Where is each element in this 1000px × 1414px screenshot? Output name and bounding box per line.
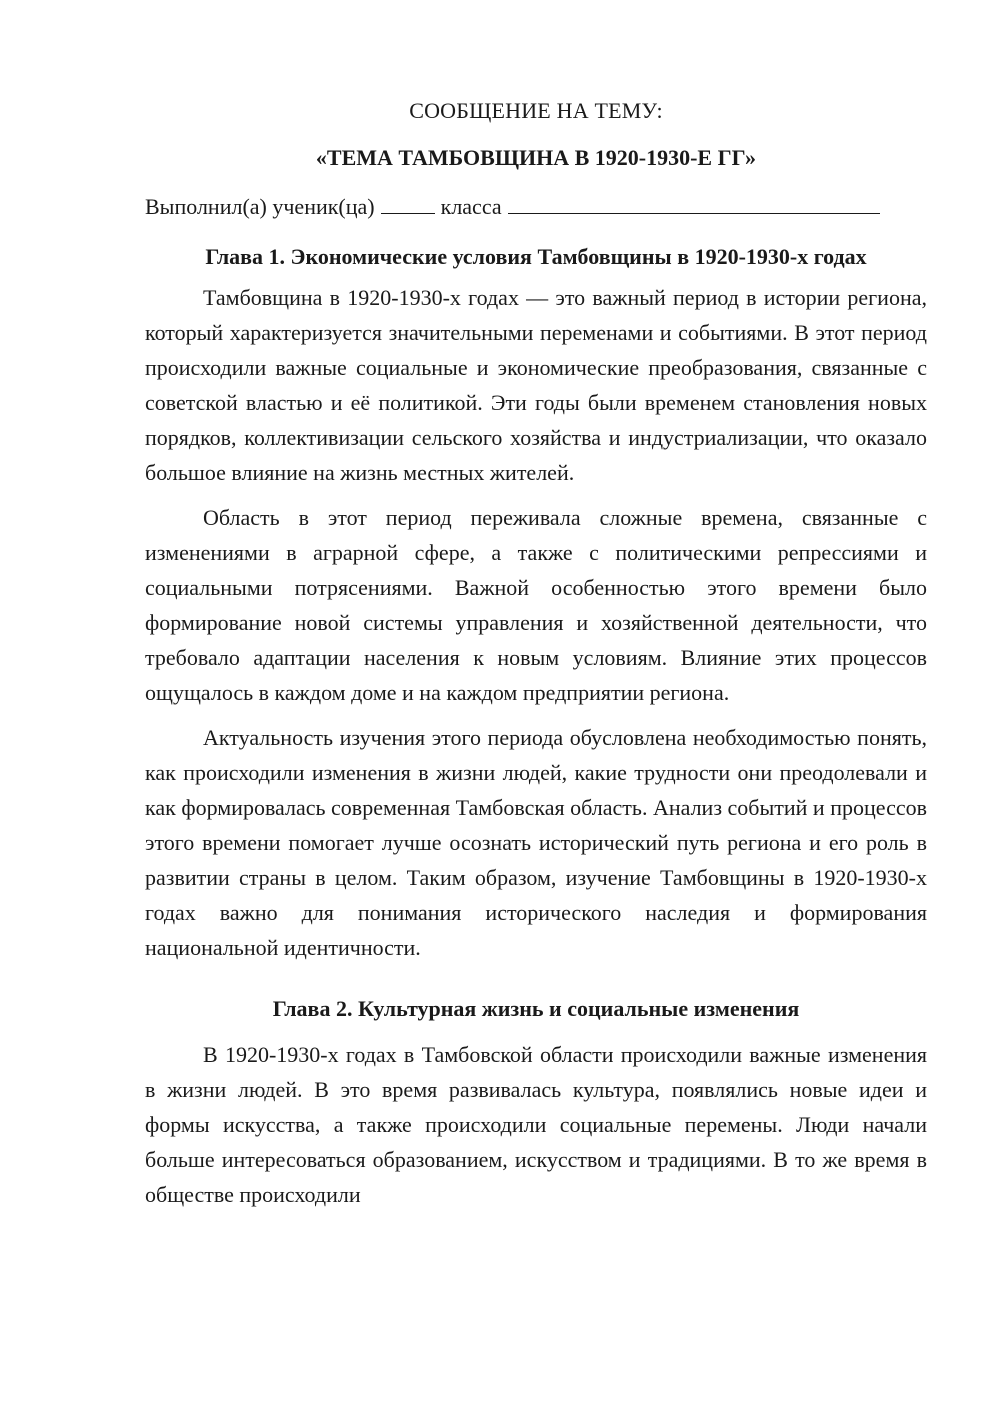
document-title-line-1: СООБЩЕНИЕ НА ТЕМУ: [409,98,663,123]
performer-line [145,189,927,224]
chapter-1-paragraph-2: Область в этот период переживала сложные времена, связанные с изменениями в аграрной сфере, а также с политическими репрессиями и социальными потрясениями. Важной особенностью этого времени было формирование новой системы управления и хозяйственной деятельности, что требовало адаптации населения к новым условиям. Влияние этих процессов ощущалось в каждом доме и на каждом предприятии региона. [145,505,927,705]
document-title-line-2: «ТЕМА ТАМБОВЩИНА В 1920-1930-Е ГГ» [315,145,757,170]
class-label: класса [440,194,502,219]
chapter-1-paragraph-1: Тамбовщина в 1920-1930-х годах — это важный период в истории региона, который характеризуется значительными переменами и событиями. В этот период происходили важные социальные и экономические преобразования, связанные с советской властью и её политикой. Эти годы были временем становления новых порядков, коллективизации сельского хозяйства и индустриализации, что оказало большое влияние на жизнь местных жителей. [145,285,927,485]
chapter-1-paragraph-3: Актуальность изучения этого периода обусловлена необходимостью понять, как происходили изменения в жизни людей, какие трудности они преодолевали и как формировалась современная Тамбовская область. Анализ событий и процессов этого времени помогает лучше осознать исторический путь региона и его роль в развитии страны в целом. Таким образом, изучение Тамбовщины в 1920-1930-х годах важно для понимания исторического наследия и формирования национальной идентичности. [145,725,927,960]
class-number-blank [381,195,435,214]
chapter-2-paragraph-1: В 1920-1930-х годах в Тамбовской области происходили важные изменения в жизни людей. В это время развивалась культура, появлялись новые идеи и формы искусства, а также происходили социальные перемены. Люди начали больше интересоваться образованием, искусством и традициями. В то же время в обществе происходили [145,1042,927,1207]
student-name-blank [508,195,880,214]
performer-label: Выполнил(а) ученик(ца) [145,194,375,219]
chapter-2-heading: Глава 2. Культурная жизнь и социальные изменения [272,996,800,1021]
document-page [145,93,927,1212]
chapter-1-heading: Глава 1. Экономические условия Тамбовщины в 1920-1930-х годах [205,244,867,269]
